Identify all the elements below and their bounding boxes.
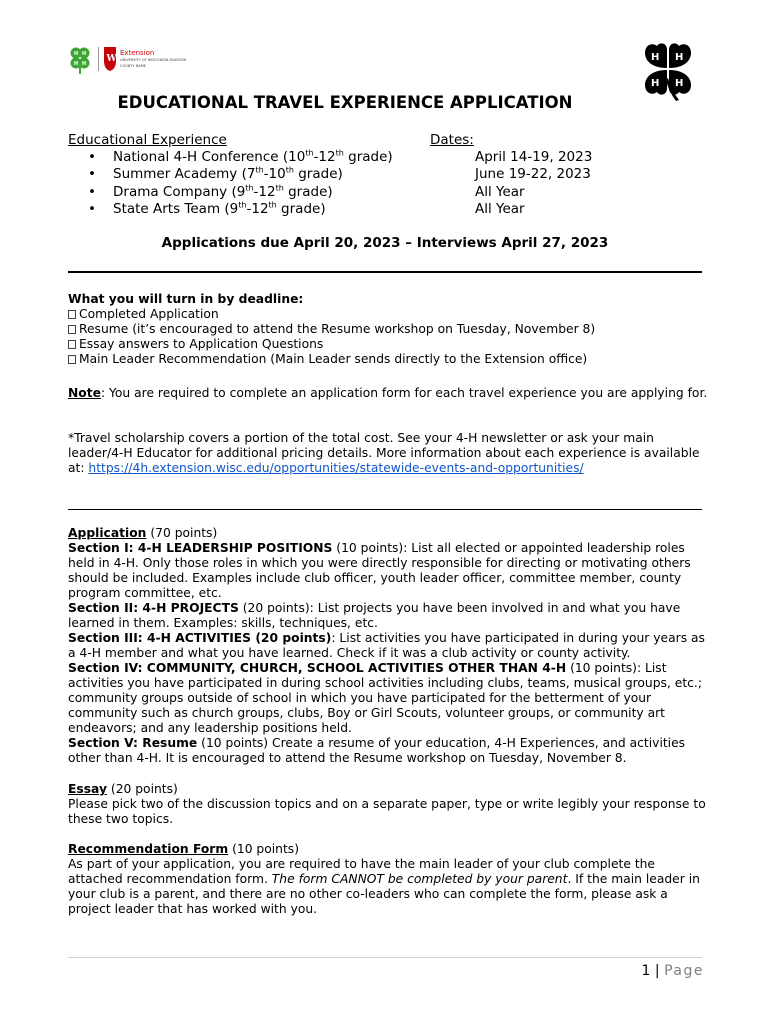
note-label: Note: [68, 386, 101, 400]
checkbox-icon[interactable]: [68, 355, 76, 364]
svg-text:H: H: [82, 61, 87, 67]
checkbox-icon[interactable]: [68, 310, 76, 319]
turn-in-checklist: [68, 292, 708, 367]
scholarship-paragraph: *Travel scholarship covers a portion of the total cost. See your 4-H newsletter or ask your main leader/4-H Educator for additional pricing details. More information about each experience is available at: https://4h.extension.wisc.edu/opportunities/statewide-events-and-opportunities/: [68, 431, 700, 475]
section-three: Section III: 4-H ACTIVITIES (20 points): List activities you have participated in during your years as a 4-H member and what you have learned. Check if it was a club activity or county activity.: [68, 631, 705, 660]
svg-text:H: H: [651, 78, 660, 89]
section-two: Section II: 4-H PROJECTS (20 points): List projects you have been involved in and what you have learned in them. Examples: skills, techniques, etc.: [68, 601, 681, 630]
recommendation-text: As part of your application, you are required to have the main leader of your club complete the attached recommendation form. The form CANNOT be completed by your parent. If the main leader in your club is a parent, and there are no other co-leaders who can complete the form, please ask a project leader that has worked with you.: [68, 857, 700, 916]
checklist-item: Main Leader Recommendation (Main Leader sends directly to the Extension office): [68, 352, 708, 367]
date-item: All Year: [475, 200, 525, 217]
divider: [68, 271, 702, 273]
checklist-item: Essay answers to Application Questions: [68, 337, 708, 352]
dates-heading: Dates:: [430, 132, 474, 148]
essay-block: Essay (20 points) Please pick two of the discussion topics and on a separate paper, type or write legibly your response to these two topics.: [68, 782, 708, 827]
svg-text:H: H: [74, 61, 79, 67]
section-one: Section I: 4-H LEADERSHIP POSITIONS (10 points): List all elected or appointed leadership roles held in 4-H. Only those roles in which you were directly responsible for directing or motivating others should be included. Examples include club officer, youth leader officer, committee member, county program committee, etc.: [68, 541, 691, 600]
svg-text:H: H: [675, 78, 684, 89]
experience-heading: Educational Experience: [68, 132, 227, 148]
svg-text:H: H: [675, 52, 684, 63]
logo-text-university: UNIVERSITY OF WISCONSIN-MADISON: [120, 58, 187, 62]
date-item: June 19-22, 2023: [475, 166, 591, 183]
essay-text: Please pick two of the discussion topics and on a separate paper, type or write legibly your response to these two topics.: [68, 797, 706, 826]
checklist-item: Completed Application: [68, 307, 708, 322]
checkbox-icon[interactable]: [68, 325, 76, 334]
turn-in-heading: What you will turn in by deadline:: [68, 292, 304, 306]
extension-logo: [68, 44, 198, 76]
logo-text-county: COUNTY NAME: [120, 64, 147, 68]
application-label: Application: [68, 526, 147, 540]
logo-text-extension: Extension: [120, 49, 155, 57]
page-title: EDUCATIONAL TRAVEL EXPERIENCE APPLICATION: [117, 93, 573, 112]
experience-list: [88, 149, 393, 218]
svg-text:H: H: [74, 51, 79, 57]
recommendation-block: Recommendation Form (10 points) As part of your application, you are required to have the main leader of your club complete the attached recommendation form. The form CANNOT be completed by your parent. If the main leader in your club is a parent, and there are no other co-leaders who can complete the form, please ask a project leader that has worked with you.: [68, 842, 708, 917]
checkbox-icon[interactable]: [68, 340, 76, 349]
svg-text:W: W: [106, 54, 117, 64]
footer-divider: [68, 957, 702, 958]
list-item: • National 4-H Conference (10th-12th grade): [88, 149, 393, 166]
divider: [68, 509, 702, 510]
svg-text:H: H: [651, 52, 660, 63]
application-block: Application (70 points) Section I: 4-H LEADERSHIP POSITIONS (10 points): List all elected or appointed leadership roles held in 4-H. Only those roles in which you were directly responsible for directing or motivating others should be included. Examples include club officer, youth leader officer, committee member, county program committee, etc. Section II: 4-H PROJECTS (20 points): List projects you have been involved in and what you have learned in them. Examples: skills, techniques, etc. Section III: 4-H ACTIVITIES (20 points): List activities you have participated in during your years as a 4-H member and what you have learned. Check if it was a club activity or county activity. Section IV: COMMUNITY, CHURCH, SCHOOL ACTIVITIES OTHER THAN 4-H (10 points): List activities you have participated in during school activities including clubs, teams, musical groups, etc.; community groups outside of school in which you have participated for the betterment of your community such as church groups, clubs, Boy or Girl Scouts, volunteer groups, or community art endeavors; and any leadership positions held. Section V: Resume (10 points) Create a resume of your education, 4-H Experiences, and activities other than 4-H. It is encouraged to attend the Resume workshop on Tuesday, November 8.: [68, 526, 708, 766]
svg-text:H: H: [82, 51, 87, 57]
date-list: [475, 149, 592, 218]
note-paragraph: Note: You are required to complete an application form for each travel experience you are applying for.: [68, 386, 708, 400]
list-item: • Summer Academy (7th-10th grade): [88, 166, 393, 183]
date-item: All Year: [475, 183, 525, 200]
list-item: • Drama Company (9th-12th grade): [88, 184, 393, 201]
due-date-line: Applications due April 20, 2023 – Interviews April 27, 2023: [161, 235, 609, 251]
essay-label: Essay: [68, 782, 107, 796]
section-four: Section IV: COMMUNITY, CHURCH, SCHOOL ACTIVITIES OTHER THAN 4-H (10 points): List activities you have participated in during school activities including clubs, teams, musical groups, etc.; community groups outside of school in which you have participated for the betterment of your community such as church groups, clubs, Boy or Girl Scouts, volunteer groups, or community art endeavors; and any leadership positions held.: [68, 661, 702, 735]
date-item: April 14-19, 2023: [475, 149, 593, 165]
page-number: 1 | Page: [641, 963, 704, 979]
section-five: Section V: Resume (10 points) Create a resume of your education, 4-H Experiences, and activities other than 4-H. It is encouraged to attend the Resume workshop on Tuesday, November 8.: [68, 736, 686, 765]
recommendation-label: Recommendation Form: [68, 842, 229, 856]
statewide-events-link[interactable]: https://4h.extension.wisc.edu/opportunities/statewide-events-and-opportunities/: [88, 461, 584, 475]
list-item: • State Arts Team (9th-12th grade): [88, 201, 393, 218]
checklist-item: Resume (it’s encouraged to attend the Resume workshop on Tuesday, November 8): [68, 322, 708, 337]
